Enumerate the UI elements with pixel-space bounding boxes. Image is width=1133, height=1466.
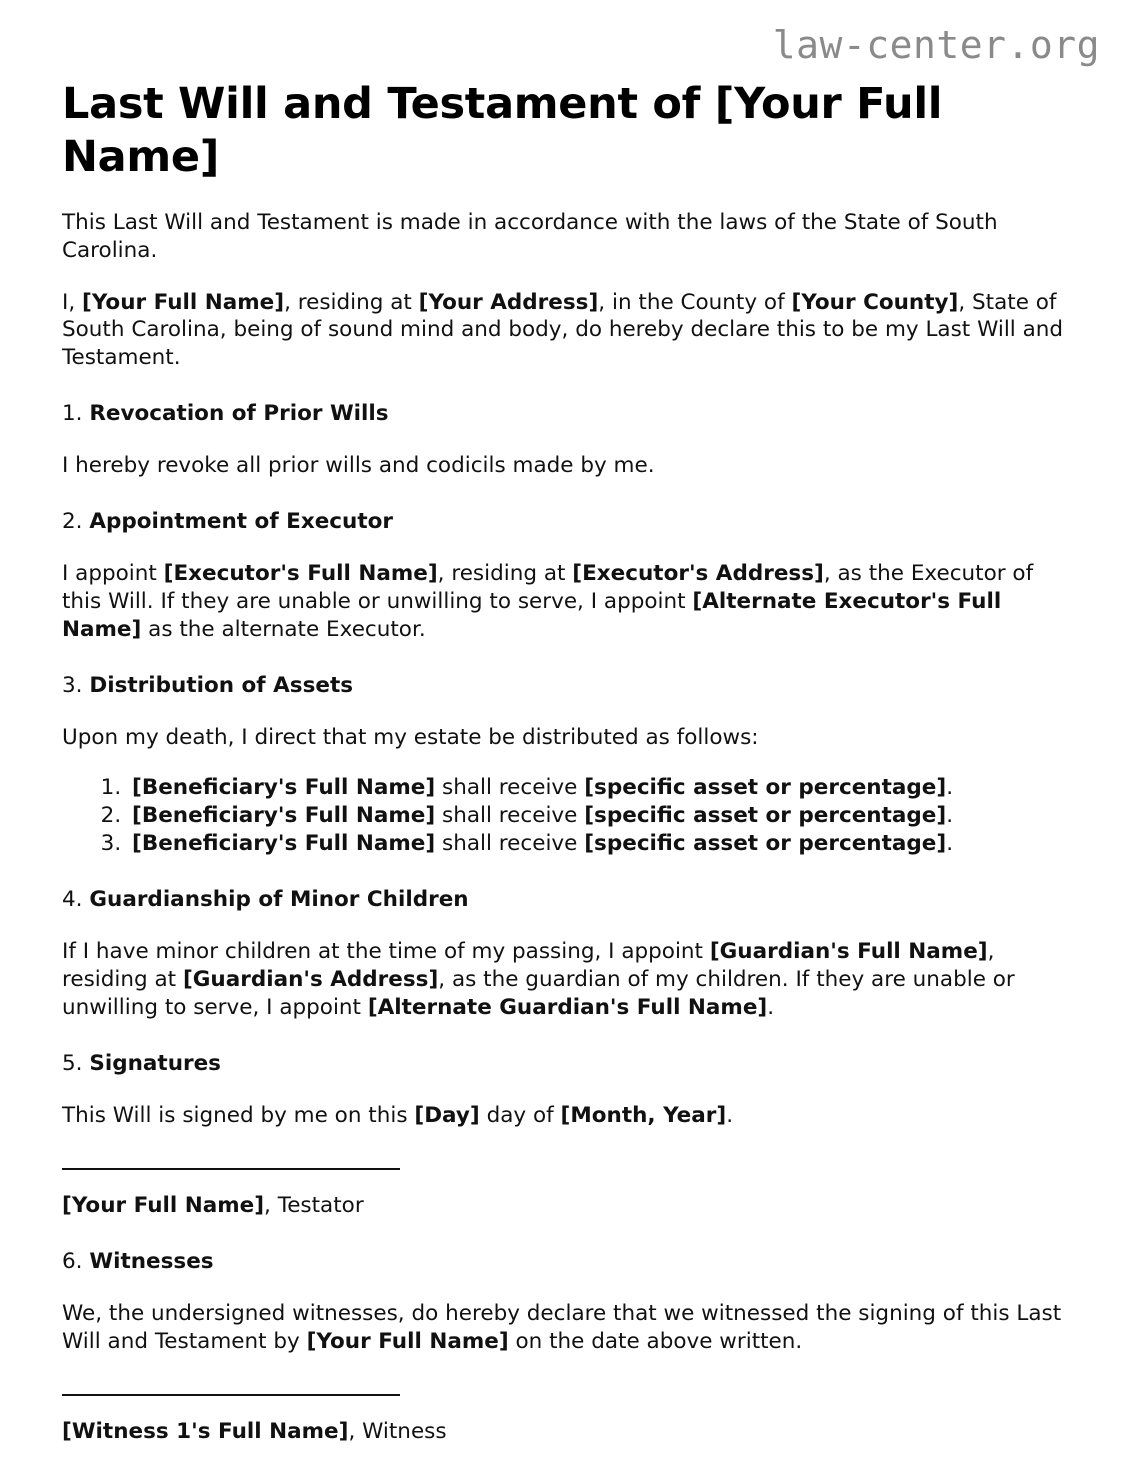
- section-title: Distribution of Assets: [89, 672, 354, 698]
- placeholder-asset: [specific asset or percentage]: [584, 802, 947, 828]
- section-heading-signatures: [62, 1022, 1071, 1078]
- guardian-mid-2: , as the guardian of my children. If they are unable or unwilling to serve, I appoint: [62, 967, 1015, 1021]
- witness-tail: on the date above written.: [508, 1328, 803, 1354]
- intro2-mid-2: , in the County of: [598, 289, 792, 315]
- guardian-tail: .: [767, 995, 775, 1021]
- section-body-executor: [62, 536, 1071, 644]
- list-item: [128, 802, 1071, 830]
- list-item: [128, 830, 1071, 858]
- placeholder-beneficiary-name: [Beneficiary's Full Name]: [132, 831, 436, 857]
- section-number: 1.: [62, 401, 83, 427]
- section-body-signatures: [62, 1078, 1071, 1130]
- section-number: 6.: [62, 1248, 83, 1274]
- executor-mid-1: , residing at: [437, 561, 573, 587]
- list-connector: shall receive: [435, 774, 585, 800]
- guardian-lead: If I have minor children at the time of my passing, I appoint: [62, 939, 710, 965]
- section-number: 5.: [62, 1051, 83, 1077]
- placeholder-witness-1-full-name: [Witness 1's Full Name]: [62, 1418, 349, 1444]
- list-connector: shall receive: [435, 831, 585, 857]
- list-item: [128, 774, 1071, 802]
- list-period: .: [946, 774, 954, 800]
- section-heading-witnesses: [62, 1220, 1071, 1276]
- sig-tail: .: [726, 1102, 734, 1128]
- guardian-mid-1: , residing at: [62, 939, 995, 993]
- section-number: 2.: [62, 509, 83, 535]
- testator-signature-label: [62, 1170, 1071, 1220]
- placeholder-beneficiary-name: [Beneficiary's Full Name]: [132, 802, 436, 828]
- witness-signature-label: [62, 1396, 1071, 1446]
- placeholder-guardian-full-name: [Guardian's Full Name]: [709, 939, 988, 965]
- section-title: Appointment of Executor: [89, 509, 394, 535]
- executor-tail: as the alternate Executor.: [141, 617, 426, 642]
- placeholder-asset: [specific asset or percentage]: [584, 831, 947, 857]
- section-heading-guardianship: [62, 858, 1071, 914]
- list-connector: shall receive: [435, 802, 585, 828]
- section-title: Witnesses: [89, 1248, 214, 1274]
- placeholder-guardian-address: [Guardian's Address]: [182, 967, 439, 993]
- placeholder-alternate-guardian-name: [Alternate Guardian's Full Name]: [367, 995, 768, 1021]
- section-title: Revocation of Prior Wills: [89, 401, 389, 427]
- intro-paragraph-1: This Last Will and Testament is made in accordance with the laws of the State of South Carolina.: [62, 209, 998, 263]
- placeholder-asset: [specific asset or percentage]: [584, 774, 947, 800]
- placeholder-day: [Day]: [414, 1102, 480, 1128]
- placeholder-your-full-name: [Your Full Name]: [82, 289, 285, 315]
- placeholder-your-county: [Your County]: [791, 289, 959, 315]
- testator-role: , Testator: [264, 1192, 364, 1218]
- section-body-distribution: Upon my death, I direct that my estate be distributed as follows:: [62, 724, 759, 750]
- section-number: 3.: [62, 672, 83, 698]
- section-title: Guardianship of Minor Children: [89, 887, 469, 913]
- page-title: Last Will and Testament of [Your Full Name]: [62, 79, 943, 183]
- section-body-revocation: I hereby revoke all prior wills and codicils made by me.: [62, 453, 655, 479]
- placeholder-your-full-name: [Your Full Name]: [306, 1328, 509, 1354]
- sig-lead: This Will is signed by me on this: [62, 1102, 415, 1128]
- sig-mid: day of: [479, 1102, 561, 1128]
- placeholder-month-year: [Month, Year]: [560, 1102, 727, 1128]
- witness-lead: We, the undersigned witnesses, do hereby declare that we witnessed the signing of this Last Will and Testament by: [62, 1300, 1062, 1354]
- placeholder-beneficiary-name: [Beneficiary's Full Name]: [132, 774, 436, 800]
- placeholder-your-full-name: [Your Full Name]: [62, 1192, 265, 1218]
- executor-mid-2: , as the Executor of this Will. If they are unable or unwilling to serve, I appoint: [62, 561, 1034, 615]
- section-body-guardianship: [62, 914, 1071, 1022]
- section-heading-executor: [62, 480, 1071, 536]
- list-period: .: [946, 802, 954, 828]
- intro2-tail: , State of South Carolina, being of sound mind and body, do hereby declare this to be my Last Will and Testament.: [62, 289, 1064, 371]
- executor-lead: I appoint: [62, 561, 164, 587]
- placeholder-your-address: [Your Address]: [418, 289, 599, 315]
- section-body-witnesses: [62, 1276, 1071, 1356]
- placeholder-executor-address: [Executor's Address]: [572, 561, 824, 587]
- site-watermark: law-center.org: [772, 23, 1100, 67]
- placeholder-executor-full-name: [Executor's Full Name]: [163, 561, 438, 587]
- placeholder-alternate-executor-name: [Alternate Executor's Full Name]: [62, 589, 1002, 642]
- intro2-lead: I,: [62, 289, 83, 315]
- witness-role: , Witness: [348, 1418, 447, 1444]
- section-heading-revocation: [62, 372, 1071, 428]
- intro-paragraph-2: [62, 265, 1071, 373]
- section-title: Signatures: [89, 1051, 221, 1077]
- intro2-mid-1: , residing at: [284, 289, 419, 315]
- section-heading-distribution: [62, 644, 1071, 700]
- asset-distribution-list: [62, 752, 1071, 858]
- section-number: 4.: [62, 887, 83, 913]
- list-period: .: [946, 831, 954, 857]
